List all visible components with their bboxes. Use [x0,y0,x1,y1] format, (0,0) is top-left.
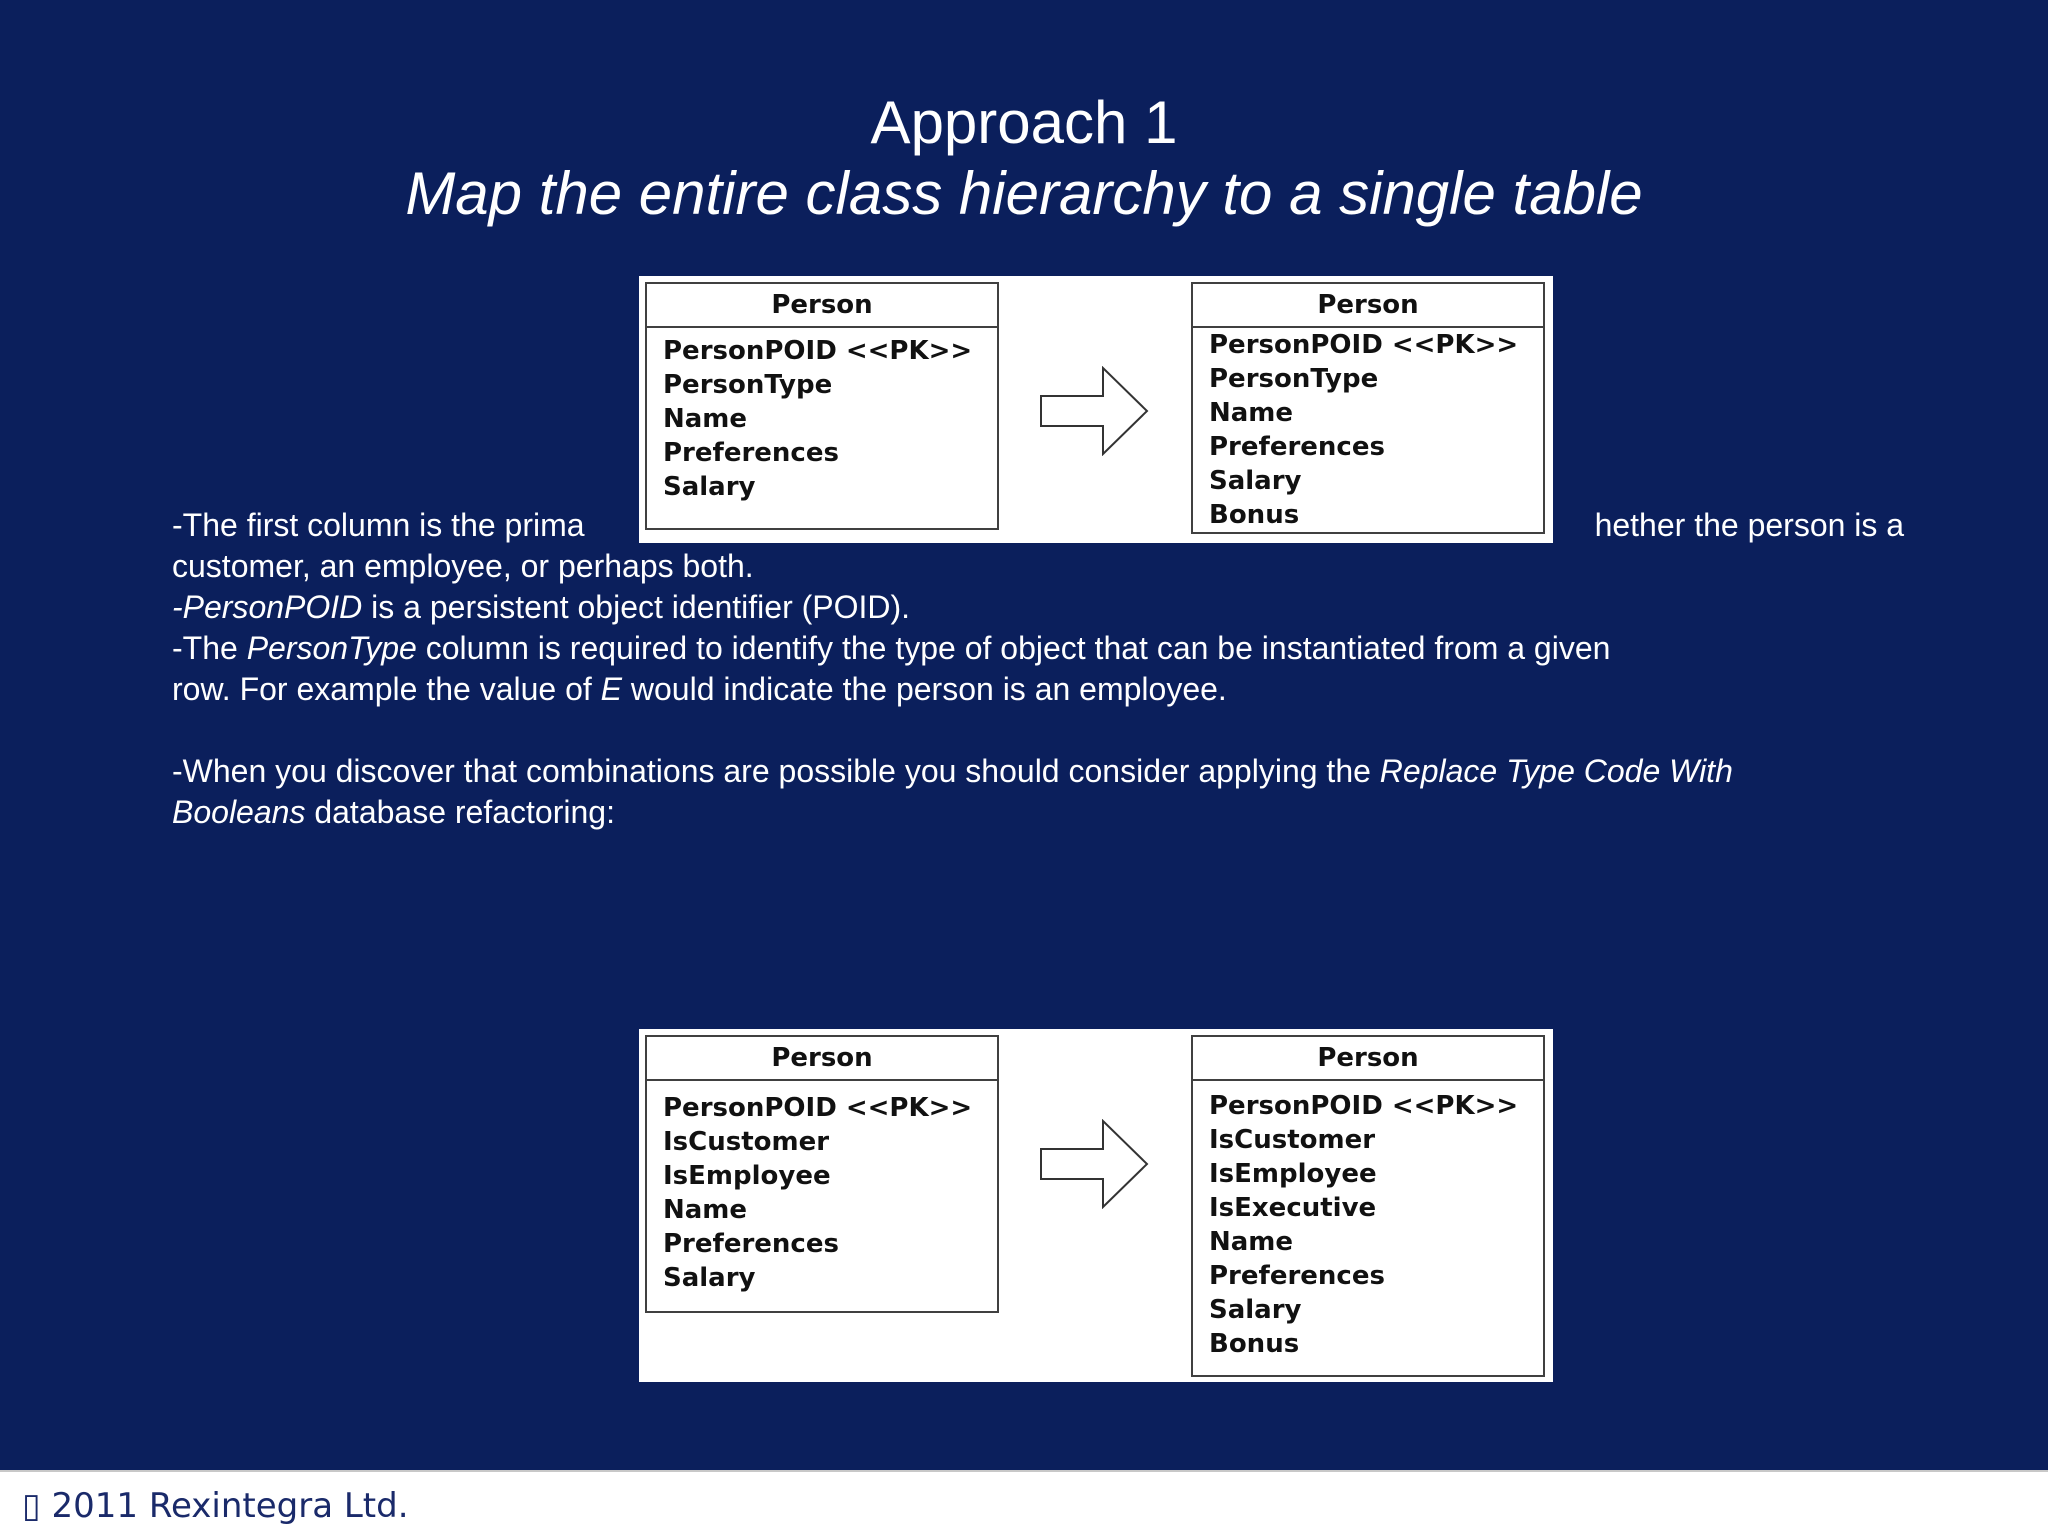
slide-title [0,85,2048,228]
title-line-1: Approach 1 [870,89,1178,156]
entity-attribute: PersonType [663,370,833,400]
entity-name: Person [647,284,997,328]
entity-attribute: Bonus [1209,1329,1300,1359]
persontype-example-end: would indicate the person is an employee. [622,671,1227,707]
right-arrow-icon [1039,366,1151,456]
entity-attribute: Name [1209,1227,1294,1257]
entity-attribute: PersonPOID <<PK>> [663,336,973,366]
entity-attribute: Preferences [1209,1261,1385,1291]
entity-person-after [1191,1035,1545,1377]
entity-attributes [1193,328,1543,532]
entity-attribute: Salary [1209,1295,1302,1325]
entity-attribute: Salary [663,472,756,502]
persontype-description: column is required to identify the type of object that can be instantiated from a given [416,630,1611,666]
entity-attribute: IsCustomer [663,1127,830,1157]
entity-attribute: Preferences [663,438,839,468]
diagram-persontype [639,276,1553,543]
entity-attribute: Name [663,1195,748,1225]
paragraph-gap [172,710,1912,751]
refactoring-intro: -When you discover that combinations are possible you should consider applying the [172,753,1380,789]
poid-description: is a persistent object identifier (POID). [362,589,911,625]
paragraph-persontype [172,628,1912,710]
entity-attribute: Salary [1209,466,1302,496]
persontype-prefix: -The [172,630,247,666]
paragraph-1-end: hether the person is a [1594,507,1905,543]
entity-name: Person [647,1037,997,1081]
entity-attribute: PersonPOID <<PK>> [663,1093,973,1123]
entity-attribute: Salary [663,1263,756,1293]
entity-attribute: Name [663,404,748,434]
diagram-boolean-flags [639,1029,1553,1382]
paragraph-1-start: -The first column is the prima [172,507,585,543]
refactoring-end: database refactoring: [305,794,615,830]
refactoring-name: Replace Type Code With [1379,753,1733,789]
entity-name: Person [1193,1037,1543,1081]
body-text [172,505,1912,833]
entity-attribute: PersonPOID <<PK>> [1209,330,1519,360]
entity-attribute: PersonType [1209,364,1379,394]
entity-attribute: Preferences [663,1229,839,1259]
right-arrow-icon [1039,1119,1151,1209]
entity-attribute: Bonus [1209,500,1300,530]
entity-attributes [647,1081,997,1295]
persontype-example: row. For example the value of [172,671,601,707]
persontype-term: PersonType [246,630,417,666]
persontype-example-value: E [600,671,622,707]
entity-attribute: PersonPOID <<PK>> [1209,1091,1519,1121]
paragraph-1-line-2: customer, an employee, or perhaps both. [172,548,754,584]
entity-attribute: IsExecutive [1209,1193,1377,1223]
entity-attributes [647,328,997,504]
entity-person-before [645,282,999,530]
entity-attribute: IsCustomer [1209,1125,1376,1155]
refactoring-name-continued: Booleans [172,794,306,830]
footer [0,1470,2048,1538]
entity-attribute: Preferences [1209,432,1385,462]
copyright-text: ▯ 2011 Rexintegra Ltd. [22,1486,409,1526]
paragraph-poid [172,587,1912,628]
entity-person-after [1191,282,1545,534]
title-line-2: Map the entire class hierarchy to a single table [405,160,1643,227]
entity-attribute: IsEmployee [663,1161,831,1191]
poid-term: -PersonPOID [172,589,363,625]
paragraph-refactoring [172,751,1912,833]
entity-person-before [645,1035,999,1313]
entity-attributes [1193,1081,1543,1361]
entity-attribute: IsEmployee [1209,1159,1377,1189]
entity-attribute: Name [1209,398,1294,428]
entity-name: Person [1193,284,1543,328]
